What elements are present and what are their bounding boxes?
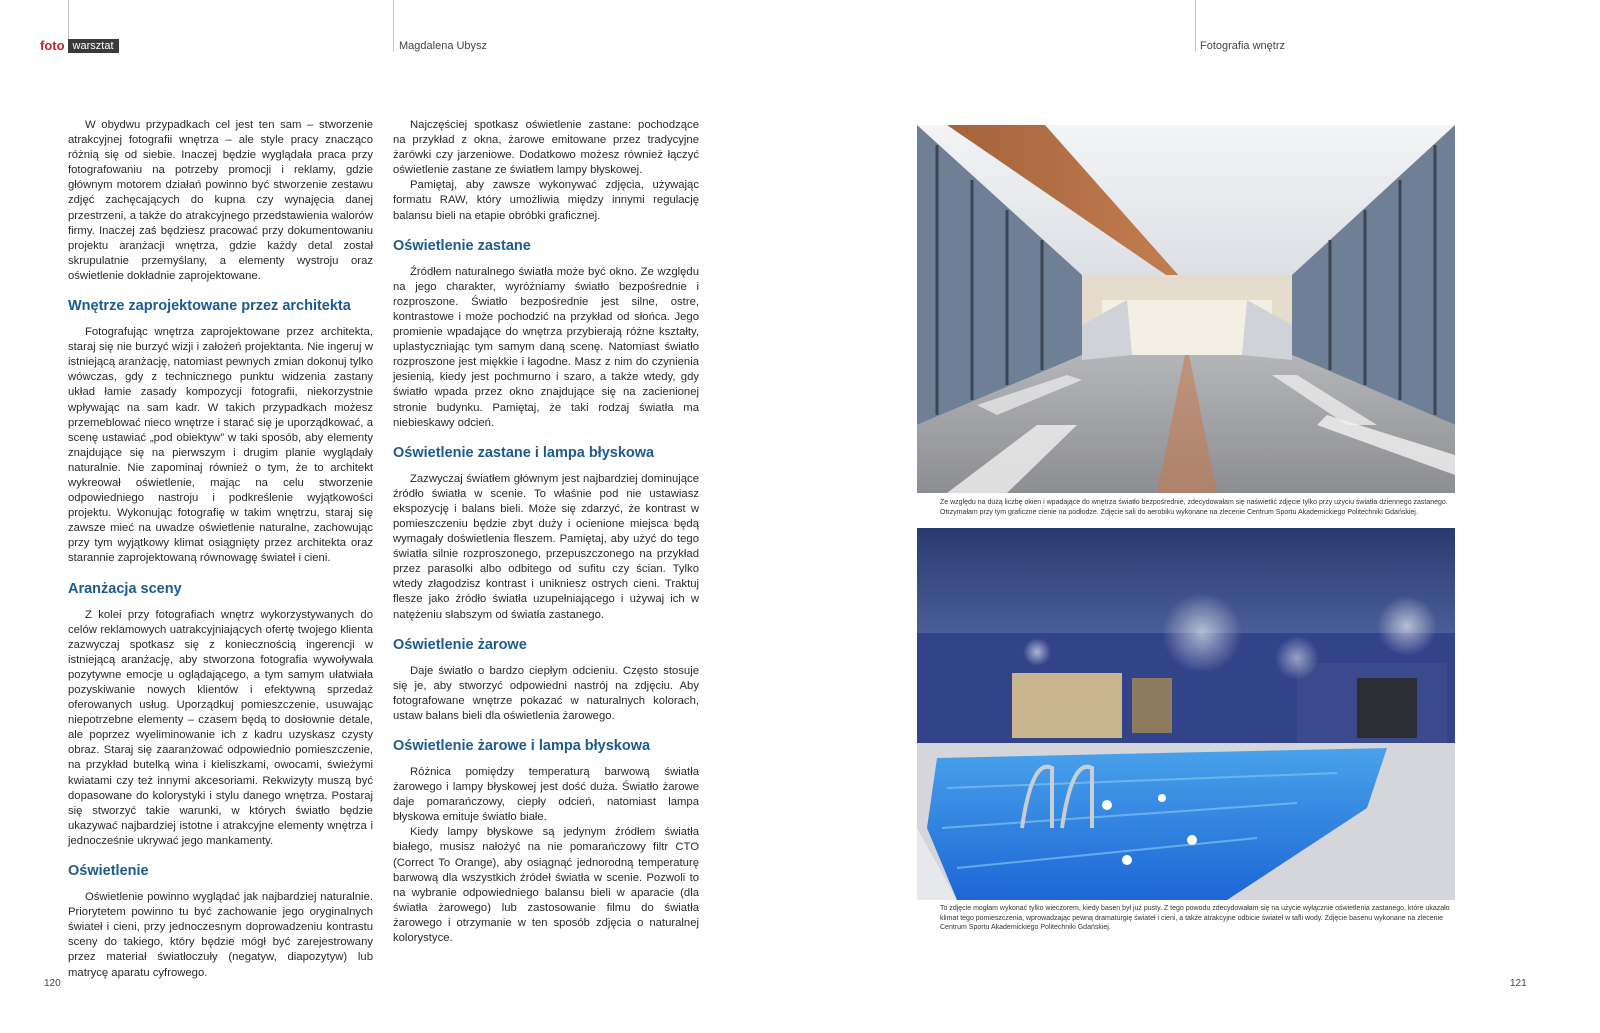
- photo-caption-2: To zdjęcie mogłam wykonać tylko wieczorem, kiedy basen był już pusty. Z tego powodu zdecydowałam się na użycie wyłącznie oświetlenia zastanego, które ukazało klimat tego pomieszczenia, wprowadzając pewną dramaturgię świateł i cieni, a także atrakcyjne odbicie świateł w tafli wody. Zdjęcie basenu wykonane na zlecenie Centrum Sportu Akademickiego Politechniki Gdańskiej.: [940, 905, 1450, 931]
- page-number-left: 120: [44, 978, 61, 989]
- heading-architect: Wnętrze zaprojektowane przez architekta: [68, 298, 351, 315]
- heading-ambient: Oświetlenie zastane: [393, 237, 531, 254]
- lighting-paragraph: Oświetlenie powinno wyglądać jak najbardziej naturalnie. Priorytetem powinno tu być zachowanie jego oryginalnych świateł i cieni, przy jednoczesnym doprowadzeniu kontrastu sceny do takiego, który będzie mógł być zarejestrowany przez materiał światłoczuły (negatyw, diapozytyw) lub matrycę aparatu cyfrowego.: [68, 891, 373, 979]
- heading-ambient-flash: Oświetlenie zastane i lampa błyskowa: [393, 444, 655, 461]
- architect-paragraph: Fotografując wnętrza zaprojektowane przez architekta, staraj się nie burzyć wizji i założeń projektanta. Nie ingeruj w istniejącą aranżację, natomiast pewnych zmian dokonuj tylko wówczas, gdy z technicznego punktu widzenia zastany układ łamie zasady kompozycji fotografii, niekorzystnie wpływając na sam kadr. W takich przypadkach możesz przemeblować nieco wnętrze i starać się je uporządkować, a scenę ustawiać „pod obiektyw” w taki sposób, aby elementy znajdujące się na pierwszym i drugim planie wyglądały naturalnie. Nie zapominaj również o tym, że to architekt wykreował oświetlenie, mając na celu stworzenie odpowiedniego nastroju i podkreślenie wyjątkowości projektu. Wykonując fotografię w takim wnętrzu, staraj się zawsze mieć na uwadze oświetlenie naturalne, zachowując przy tym wyjątkowy klimat osiągnięty przez architekta oraz starannie zaprojektowaną równowagę świateł i cieni.: [68, 326, 373, 565]
- header-rule-mid: [393, 0, 394, 52]
- ambient-flash-paragraph: Zazwyczaj światłem głównym jest najbardziej dominujące źródło światła w scenie. To właśnie pod nie ustawiasz ekspozycję i balans bieli. Może się zdarzyć, że kontrast w pomieszczeniu będzie zbyt duży i ocienione miejsca będą wymagały doświetlenia fleszem. Pamiętaj, aby użyć do tego światła silnie rozproszonego, przepuszczonego na przykład przez parasolki albo odbitego od sufitu czy ścian. Tylko wtedy złagodzisz kontrast i unikniesz ostrych cieni. Traktuj flesze jako źródło światła uzupełniającego i używaj ich w natężeniu słabszym od światła zastanego.: [393, 472, 699, 621]
- page-number-right: 121: [1510, 978, 1527, 989]
- section-label: foto: [40, 38, 65, 53]
- ambient-paragraph: Źródłem naturalnego światła może być okno. Ze względu na jego charakter, wyróżniamy światło bezpośrednie i rozproszone. Światło bezpośrednie jest silne, ostre, kontrastowe i może pochodzić na przykład od słońca. Jego promienie wpadające do wnętrza przybierają różne kształty, uplastyczniając tym samym daną scenę. Natomiast światło rozproszone jest miękkie i łagodne. Masz z nim do czynienia jesienią, kiedy jest pochmurno i szaro, a także wtedy, gdy światło wpada przez okno znajdujące się na zacienionej stronie budynku. Pamiętaj, że taki rodzaj światła ma niebieskawy odcień.: [393, 265, 699, 429]
- heading-tungsten-flash: Oświetlenie żarowe i lampa błyskowa: [393, 738, 651, 754]
- heading-scene: Aranżacja sceny: [68, 580, 182, 597]
- text-column-2: [393, 118, 699, 946]
- common-lighting-paragraph: Najczęściej spotkasz oświetlenie zastane: pochodzące na przykład z okna, żarowe emitowane przez tradycyjne żarówki czy jarzeniowe. Dodatkowo możesz również łączyć oświetlenie zastane ze światłem lampy błyskowej.: [393, 119, 699, 177]
- author-name: Magdalena Ubysz: [399, 40, 488, 52]
- text-column-1: [68, 118, 373, 981]
- article-topic: Fotografia wnętrz: [1200, 40, 1285, 52]
- aerobics-hall-photo: [917, 125, 1455, 493]
- section-brand: [40, 38, 119, 53]
- tungsten-flash-paragraph-1: Różnica pomiędzy temperaturą barwową światła żarowego i lampy błyskowej jest dość duża. Światło żarowe daje pomarańczowy, ciepły odcień, natomiast lampa błyskowa emituje światło białe.: [393, 766, 699, 824]
- heading-tungsten: Oświetlenie żarowe: [393, 636, 527, 653]
- tungsten-paragraph: Daje światło o bardzo ciepłym odcieniu. Często stosuje się je, aby stworzyć odpowiedni nastrój na zdjęciu. Aby fotografowane wnętrze pokazać w naturalnych kolorach, ustaw balans bieli dla oświetlenia żarowego.: [393, 664, 699, 722]
- section-tag: warsztat: [68, 39, 119, 53]
- intro-paragraph: W obydwu przypadkach cel jest ten sam – stworzenie atrakcyjnej fotografii wnętrza – ale style pracy znacząco różnią się od siebie. Inaczej będzie wyglądała praca przy fotografowaniu na potrzeby promocji i reklamy, gdzie głównym motorem działań powinno być stworzenie zestawu zdjęć zachęcających do kupna czy wynajęcia danej przestrzeni, a także do atrakcyjnego przedstawienia walorów firmy. Inaczej zaś będziesz pracować przy dokumentowaniu projektu aranżacji wnętrza, gdzie każdy detal został skrupulatnie przemyślany, a elementy wystroju oraz oświetlenie dokładnie zaprojektowane.: [68, 119, 373, 282]
- swimming-pool-photo: [917, 528, 1455, 900]
- scene-paragraph: Z kolei przy fotografiach wnętrz wykorzystywanych do celów reklamowych uatrakcyjniających ofertę twojego klienta zazwyczaj spotkasz się z koniecznością ingerencji w istniejącą aranżację, aby stworzona fotografia wywoływała pozytywne emocje u oglądającego, a tym samym ułatwiała pozyskiwanie nowych klientów i efektywną sprzedaż oferowanych usług. Uporządkuj pomieszczenie, usuwając niepotrzebne elementy – czasem będą to dosłownie detale, ale poprzez wyeliminowanie ich z kadru uzyskasz czysty obraz. Staraj się zaaranżować odpowiednio pomieszczenie, na przykład butelką wina i kieliszkami, owocami, świeżymi kwiatami czy też innymi akcesoriami. Rekwizyty muszą być dopasowane do kolorystyki i stylu danego wnętrza. Postaraj się stworzyć takie warunki, w których światło będzie ukazywać najbardziej istotne i atrakcyjne elementy wnętrza i jednocześnie ukrywać jego mankamenty.: [68, 608, 373, 847]
- heading-lighting: Oświetlenie: [68, 863, 149, 880]
- header-rule-right: [1195, 0, 1196, 52]
- raw-format-paragraph: Pamiętaj, aby zawsze wykonywać zdjęcia, używając formatu RAW, który umożliwia między innymi regulację balansu bieli na etapie obróbki graficznej.: [393, 179, 699, 222]
- photo-caption-1: Ze względu na dużą liczbę okien i wpadające do wnętrza światło bezpośrednie, zdecydowałam się naświetlić zdjęcie tylko przy użyciu światła dziennego zastanego. Otrzymałam przy tym graficzne cienie na podłodze. Zdjęcie sali do aerobiku wykonane na zlecenie Centrum Sportu Akademickiego Politechniki Gdańskiej.: [940, 499, 1448, 516]
- tungsten-flash-paragraph-2: Kiedy lampy błyskowe są jedynym źródłem światła białego, musisz nałożyć na nie pomarańczowy filtr CTO (Correct To Orange), aby osiągnąć jednorodną temperaturę barwową dla wszystkich źródeł światła w scenie. Pozwoli to na wybranie odpowiedniego balansu bieli w aparacie (dla światła żarowego) lub zastosowanie filmu do światła żarowego i otrzymanie w ten sposób zdjęcia o naturalnej kolorystyce.: [393, 826, 699, 945]
